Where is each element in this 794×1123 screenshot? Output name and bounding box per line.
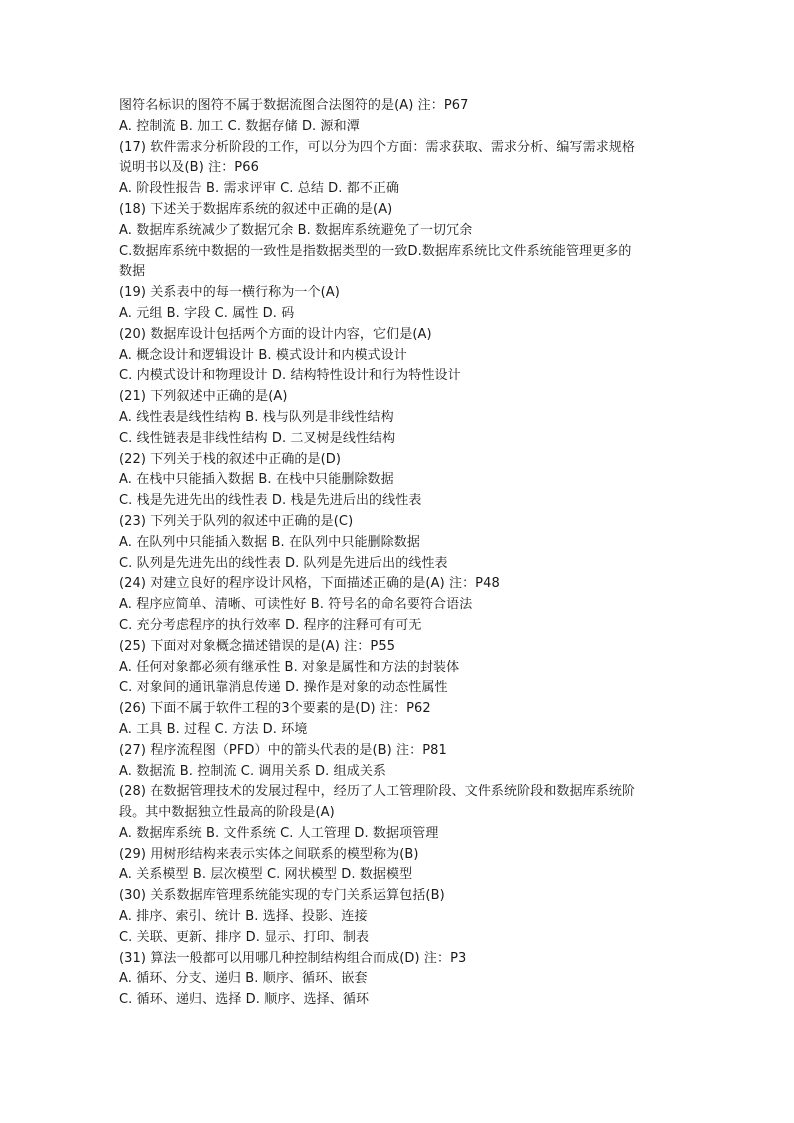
text-line: (25) 下面对对象概念描述错误的是(A) 注：P55	[119, 638, 396, 654]
text-line: (21) 下列叙述中正确的是(A)	[119, 389, 288, 405]
text-line: (20) 数据库设计包括两个方面的设计内容，它们是(A)	[119, 326, 432, 342]
text-line: (28) 在数据管理技术的发展过程中，经历了人工管理阶段、文件系统阶段和数据库系统阶	[119, 784, 636, 800]
text-line: A. 在栈中只能插入数据 B. 在栈中只能删除数据	[119, 472, 394, 488]
document-page	[119, 96, 699, 1011]
text-line: (26) 下面不属于软件工程的3个要素的是(D) 注：P62	[119, 701, 431, 717]
text-line: A. 控制流 B. 加工 C. 数据存储 D. 源和潭	[119, 118, 360, 134]
text-line: C. 队列是先进先出的线性表 D. 队列是先进后出的线性表	[119, 555, 448, 571]
text-line: C. 关联、更新、排序 D. 显示、打印、制表	[119, 929, 370, 945]
text-line: A. 任何对象都必须有继承性 B. 对象是属性和方法的封装体	[119, 659, 460, 675]
text-line: A. 程序应简单、清晰、可读性好 B. 符号名的命名要符合语法	[119, 597, 473, 613]
text-line: C. 对象间的通讯靠消息传递 D. 操作是对象的动态性属性	[119, 680, 448, 696]
text-line: (22) 下列关于栈的叙述中正确的是(D)	[119, 451, 342, 467]
text-line: C. 循环、递归、选择 D. 顺序、选择、循环	[119, 992, 370, 1008]
text-line: C. 栈是先进先出的线性表 D. 栈是先进后出的线性表	[119, 493, 422, 509]
text-line: (23) 下列关于队列的叙述中正确的是(C)	[119, 513, 354, 529]
text-line: A. 数据库系统 B. 文件系统 C. 人工管理 D. 数据项管理	[119, 825, 439, 841]
text-line: A. 循环、分支、递归 B. 顺序、循环、嵌套	[119, 971, 368, 987]
text-line: (18) 下述关于数据库系统的叙述中正确的是(A)	[119, 201, 393, 217]
text-line: 图符名标识的图符不属于数据流图合法图符的是(A) 注：P67	[119, 98, 469, 113]
text-line: A. 线性表是线性结构 B. 栈与队列是非线性结构	[119, 409, 394, 425]
text-line: A. 工具 B. 过程 C. 方法 D. 环境	[119, 721, 308, 737]
text-line: A. 元组 B. 字段 C. 属性 D. 码	[119, 305, 295, 321]
text-line: (29) 用树形结构来表示实体之间联系的模型称为(B)	[119, 846, 419, 862]
text-line: (31) 算法一般都可以用哪几种控制结构组合而成(D) 注：P3	[119, 950, 467, 966]
text-line: 说明书以及(B) 注：P66	[119, 160, 259, 176]
text-line: A. 排序、索引、统计 B. 选择、投影、连接	[119, 909, 368, 925]
text-line: A. 关系模型 B. 层次模型 C. 网状模型 D. 数据模型	[119, 867, 413, 883]
text-line: (17) 软件需求分析阶段的工作，可以分为四个方面：需求获取、需求分析、编写需求规格	[119, 139, 636, 155]
text-line: C. 充分考虑程序的执行效率 D. 程序的注释可有可无	[119, 617, 422, 633]
text-line: (27) 程序流程图（PFD）中的箭头代表的是(B) 注：P81	[119, 742, 447, 758]
text-line: A. 在队列中只能插入数据 B. 在队列中只能删除数据	[119, 534, 420, 550]
text-line: C. 内模式设计和物理设计 D. 结构特性设计和行为特性设计	[119, 368, 461, 384]
text-line: C. 线性链表是非线性结构 D. 二叉树是线性结构	[119, 430, 396, 446]
text-line: (24) 对建立良好的程序设计风格，下面描述正确的是(A) 注：P48	[119, 576, 500, 592]
text-line: (30) 关系数据库管理系统能实现的专门关系运算包括(B)	[119, 888, 445, 904]
text-line: A. 概念设计和逻辑设计 B. 模式设计和内模式设计	[119, 347, 407, 363]
text-line: A. 数据库系统减少了数据冗余 B. 数据库系统避免了一切冗余	[119, 222, 473, 238]
text-line: 数据	[119, 264, 146, 280]
text-line: A. 数据流 B. 控制流 C. 调用关系 D. 组成关系	[119, 763, 387, 779]
text-line: (19) 关系表中的每一横行称为一个(A)	[119, 285, 340, 301]
text-line: A. 阶段性报告 B. 需求评审 C. 总结 D. 都不正确	[119, 181, 400, 197]
text-line: 段。其中数据独立性最高的阶段是(A)	[119, 805, 335, 821]
text-line: C.数据库系统中数据的一致性是指数据类型的一致D.数据库系统比文件系统能管理更多的	[119, 243, 632, 259]
